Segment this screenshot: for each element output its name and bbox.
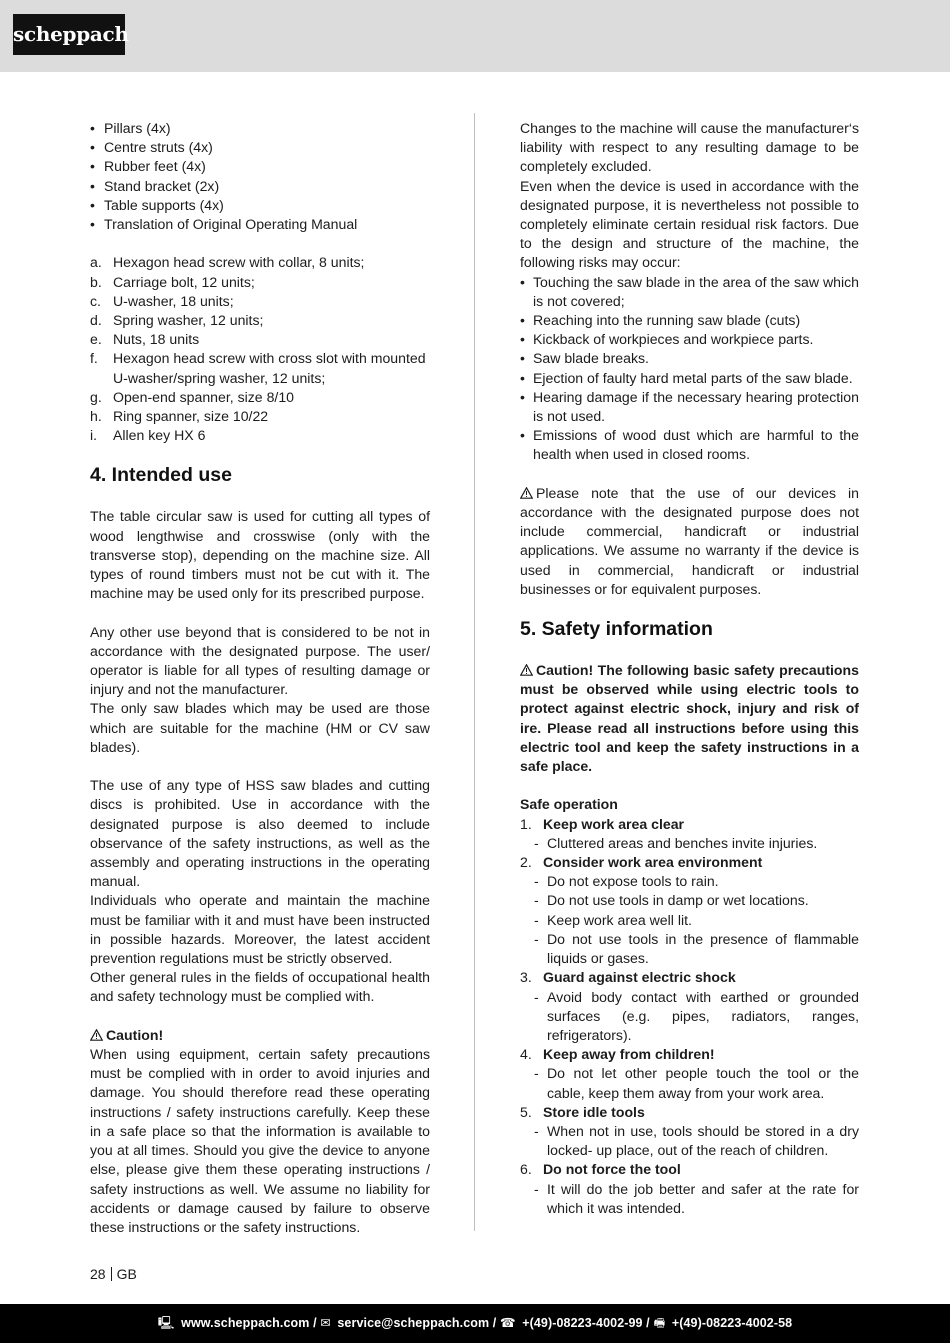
list-item: c. U-washer, 18 units;	[90, 292, 234, 309]
scope-of-delivery-list	[90, 119, 430, 234]
list-item: • Table supports (4x)	[90, 196, 430, 215]
list-item: - When not in use, tools should be stored in a dry locked- up place, out of the reach of children.	[534, 1122, 859, 1159]
list-item: - Do not use tools in the presence of flammable liquids or gases.	[534, 930, 859, 967]
list-item: • Reaching into the running saw blade (cuts)	[520, 311, 859, 330]
list-item: g. Open-end spanner, size 8/10	[90, 388, 294, 405]
list-item: • Hearing damage if the necessary hearing protection is not used.	[520, 388, 859, 426]
warning-icon	[520, 664, 533, 676]
warning-icon	[90, 1029, 103, 1041]
rule-heading: 3. Guard against electric shock	[520, 969, 736, 986]
scheppach-logo: scheppach	[13, 14, 125, 55]
parts-list	[90, 253, 430, 445]
left-column	[90, 119, 430, 1237]
intended-use-paragraph: The table circular saw is used for cutting all types of wood lengthwise and crosswise (only with the transverse stop), depending on the machine size. All types of round timbers must not be cut with it. The machine may be used only for its prescribed purpose.	[90, 508, 430, 602]
list-item: • Translation of Original Operating Manual	[90, 215, 430, 234]
caution-heading: Caution!	[90, 1026, 430, 1045]
list-item: • Touching the saw blade in the area of the saw which is not covered;	[520, 273, 859, 311]
list-item: a. Hexagon head screw with collar, 8 units;	[90, 254, 365, 271]
paragraph: The use of any type of HSS saw blades and cutting discs is prohibited. Use in accordance with the designated purpose is also deemed to include observance of the safety instructions, as well as the assembly and operating instructions in the operating manual.	[90, 777, 430, 890]
page-number: 28 GB	[90, 1266, 137, 1282]
header-band	[0, 0, 950, 72]
list-item: - Do not expose tools to rain.	[534, 873, 719, 890]
list-item: - Avoid body contact with earthed or grounded surfaces (e.g. pipes, radiators, ranges, refrigerators).	[534, 988, 859, 1043]
section-4-title: 4. Intended use	[90, 464, 232, 487]
paragraph: The only saw blades which may be used are those which are suitable for the machine (HM or CV saw blades).	[90, 700, 430, 755]
list-item: - Cluttered areas and benches invite injuries.	[534, 834, 818, 851]
paragraph: Any other use beyond that is considered to be not in accordance with the designated purpose. The user/ operator is liable for all types of resulting damage or injury and not the manufacturer.	[90, 623, 430, 698]
list-item: • Ejection of faulty hard metal parts of the saw blade.	[520, 369, 859, 388]
list-item: • Saw blade breaks.	[520, 349, 859, 368]
list-item: h. Ring spanner, size 10/22	[90, 408, 269, 425]
list-item: • Emissions of wood dust which are harmful to the health when used in closed rooms.	[520, 426, 859, 464]
list-item: • Centre struts (4x)	[90, 138, 430, 157]
footer-contact-bar	[0, 1304, 950, 1343]
email-link[interactable]: service@scheppach.com /	[337, 1316, 497, 1331]
section-5-title: 5. Safety information	[520, 618, 713, 641]
list-item: - Do not use tools in damp or wet locations.	[534, 892, 809, 909]
right-column	[520, 119, 859, 1218]
list-item: d. Spring washer, 12 units;	[90, 312, 264, 329]
caution-paragraph: When using equipment, certain safety precautions must be complied with in order to avoid injuries and damage. You should therefore read these operating instructions / safety instructions carefully. Keep these in a safe place so that the information is available to you at all times. Should you give the device to anyone else, please give them these operating instructions / safety instructions as well. We assume no liability for accidents or damage caused by failure to observe these instructions or the safety instructions.	[90, 1046, 430, 1235]
column-divider	[474, 113, 475, 1231]
list-item: i. Allen key HX 6	[90, 427, 206, 444]
computer-icon: 🖳	[157, 1316, 175, 1331]
fax-number: +(49)-08223-4002-58	[671, 1316, 793, 1331]
list-item: • Stand bracket (2x)	[90, 177, 430, 196]
list-item: e. Nuts, 18 units	[90, 331, 200, 348]
website-link[interactable]: www.scheppach.com /	[181, 1316, 317, 1331]
note-paragraph: Please note that the use of our devices in accordance with the designated purpose does not include commercial, handicraft or industrial applications. We assume no warranty if the device is used in commercial, handicraft or industrial businesses or for equivalent purposes.	[520, 484, 859, 597]
phone-number: +(49)-08223-4002-99 /	[522, 1316, 650, 1331]
safety-caution-paragraph: Caution! The following basic safety precautions must be observed while using electric tools to protect against electric shock, injury and risk of ire. Please read all instructions before using this electric tool and keep the safety instructions in a safe place.	[520, 662, 859, 775]
list-item: • Rubber feet (4x)	[90, 157, 430, 176]
paragraph: Other general rules in the fields of occupational health and safety technology must be complied with.	[90, 969, 430, 1005]
paragraph: Even when the device is used in accordance with the designated purpose, it is nevertheless not possible to completely eliminate certain residual risk factors. Due to the design and structure of the machine, the following risks may occur:	[520, 177, 859, 271]
paragraph: Changes to the machine will cause the manufacturer‘s liability with respect to any resulting damage to be completely excluded.	[520, 120, 859, 175]
list-item: - Do not let other people touch the tool or the cable, keep them away from your work area.	[534, 1065, 859, 1101]
rule-heading: 1. Keep work area clear	[520, 815, 685, 832]
residual-risks-list	[520, 273, 859, 465]
rule-heading: 6. Do not force the tool	[520, 1161, 681, 1178]
rule-heading: 2. Consider work area environment	[520, 854, 763, 871]
list-item: f. Hexagon head screw with cross slot with mounted U-washer/spring washer, 12 units;	[90, 350, 426, 386]
warning-icon	[520, 487, 533, 499]
list-item: - Keep work area well lit.	[534, 911, 692, 928]
email-icon: ✉	[320, 1316, 331, 1331]
rule-heading: 5. Store idle tools	[520, 1103, 645, 1120]
list-item: • Kickback of workpieces and workpiece parts.	[520, 330, 859, 349]
fax-icon: 🖷	[653, 1316, 666, 1331]
list-item: • Pillars (4x)	[90, 119, 430, 138]
list-item: - It will do the job better and safer at the rate for which it was intended.	[534, 1180, 859, 1216]
list-item: b. Carriage bolt, 12 units;	[90, 273, 255, 290]
phone-icon: ☎	[499, 1316, 516, 1331]
safe-operation-heading: Safe operation	[520, 796, 618, 813]
paragraph: Individuals who operate and maintain the machine must be familiar with it and must have been instructed in possible hazards. Moreover, the latest accident prevention regulations must be strictly observed.	[90, 892, 430, 967]
rule-heading: 4. Keep away from children!	[520, 1046, 715, 1063]
